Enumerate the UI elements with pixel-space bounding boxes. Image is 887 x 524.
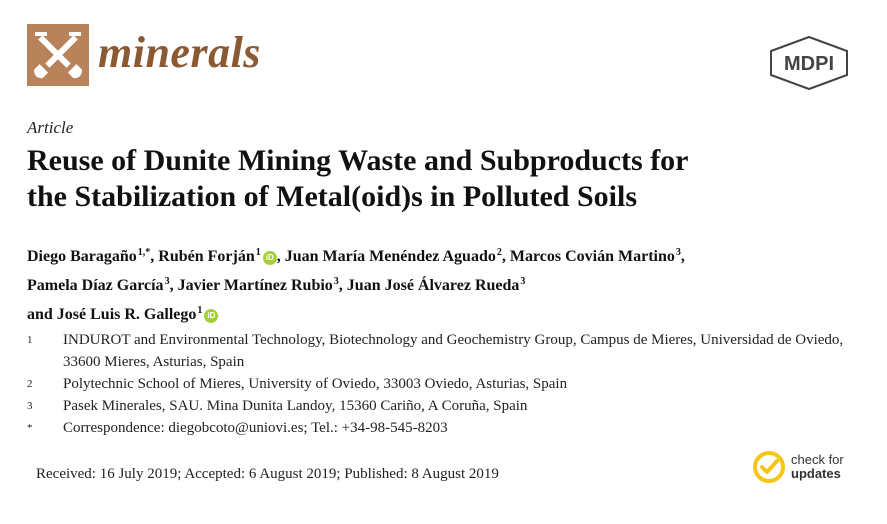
affiliation-sup: 1	[255, 247, 261, 258]
author-name[interactable]: Rubén Forján	[158, 248, 255, 265]
journal-name: minerals	[98, 28, 261, 77]
check-for-updates-button[interactable]	[753, 451, 844, 483]
author-line	[27, 298, 872, 327]
affiliation-text: Pasek Minerales, SAU. Mina Dunita Landoy, 15360 Cariño, A Coruña, Spain	[63, 398, 528, 414]
affiliation-number: 3	[27, 400, 33, 412]
author-name[interactable]: Pamela Díaz García	[27, 277, 164, 294]
affiliation-sup: 3	[520, 276, 526, 287]
affiliation-sup: 1,*	[137, 247, 151, 258]
affiliation-number: 2	[27, 378, 33, 390]
affiliation-number: *	[27, 422, 33, 434]
author-name[interactable]: Javier Martínez Rubio	[177, 277, 333, 294]
author-name[interactable]: Marcos Covián Martino	[509, 248, 675, 265]
author-list	[27, 240, 872, 327]
correspondence-text: Correspondence: diegobcoto@uniovi.es; Tel.: +34-98-545-8203	[63, 420, 448, 436]
affiliation-sup: 1	[197, 305, 203, 316]
affiliation-sup: 3	[164, 276, 170, 287]
publisher-logo	[768, 35, 850, 91]
affiliation-item	[27, 395, 867, 417]
author-line: Diego Baragaño$^{1,*}$, Rubén Forján$^1$ iD , Juan María Menéndez Aguado$^2$, Marcos Covián Martino$^3$,	[27, 247, 685, 265]
title-line: the Stabilization of Metal(oid)s in Polluted Soils	[27, 180, 638, 213]
affiliation-text: Polytechnic School of Mieres, University of Oviedo, 33003 Oviedo, Asturias, Spain	[63, 376, 568, 392]
affiliation-sup: 2	[496, 247, 502, 258]
check-badge-icon	[753, 451, 785, 483]
affiliations	[27, 329, 867, 439]
author-line: Pamela Díaz García$^3$, Javier Martínez Rubio$^3$, Juan José Álvarez Rueda$^3$	[27, 276, 526, 294]
affiliation-item	[27, 417, 867, 439]
title-line: Reuse of Dunite Mining Waste and Subproducts for	[27, 144, 689, 177]
affiliation-sup: 3	[333, 276, 339, 287]
author-name[interactable]: Juan María Menéndez Aguado	[284, 248, 496, 265]
publication-dates: Received: 16 July 2019; Accepted: 6 August 2019; Published: 8 August 2019	[36, 466, 499, 482]
article-title	[27, 143, 867, 215]
mdpi-logo-icon	[768, 35, 850, 91]
publisher-name: MDPI	[784, 53, 834, 75]
affiliation-item	[27, 373, 867, 395]
affiliation-number: 1	[27, 334, 33, 346]
author-name[interactable]: Diego Baragaño	[27, 248, 137, 265]
orcid-icon[interactable]: iD	[263, 251, 277, 265]
article-type: Article	[27, 118, 74, 137]
author-name[interactable]: and José Luis R. Gallego	[27, 306, 197, 323]
affiliation-text: INDUROT and Environmental Technology, Biotechnology and Geochemistry Group, Campus de Mieres, Universidad de Oviedo, 33600 Mieres, Asturias, Spain	[63, 332, 844, 370]
check-updates-label: check for updates	[791, 452, 844, 481]
crossed-shovels-icon	[27, 24, 89, 86]
author-name[interactable]: Juan José Álvarez Rueda	[346, 277, 520, 294]
affiliation-sup: 3	[675, 247, 681, 258]
affiliation-item	[27, 329, 867, 373]
journal-logo	[27, 24, 89, 86]
orcid-icon[interactable]: iD	[204, 309, 218, 323]
